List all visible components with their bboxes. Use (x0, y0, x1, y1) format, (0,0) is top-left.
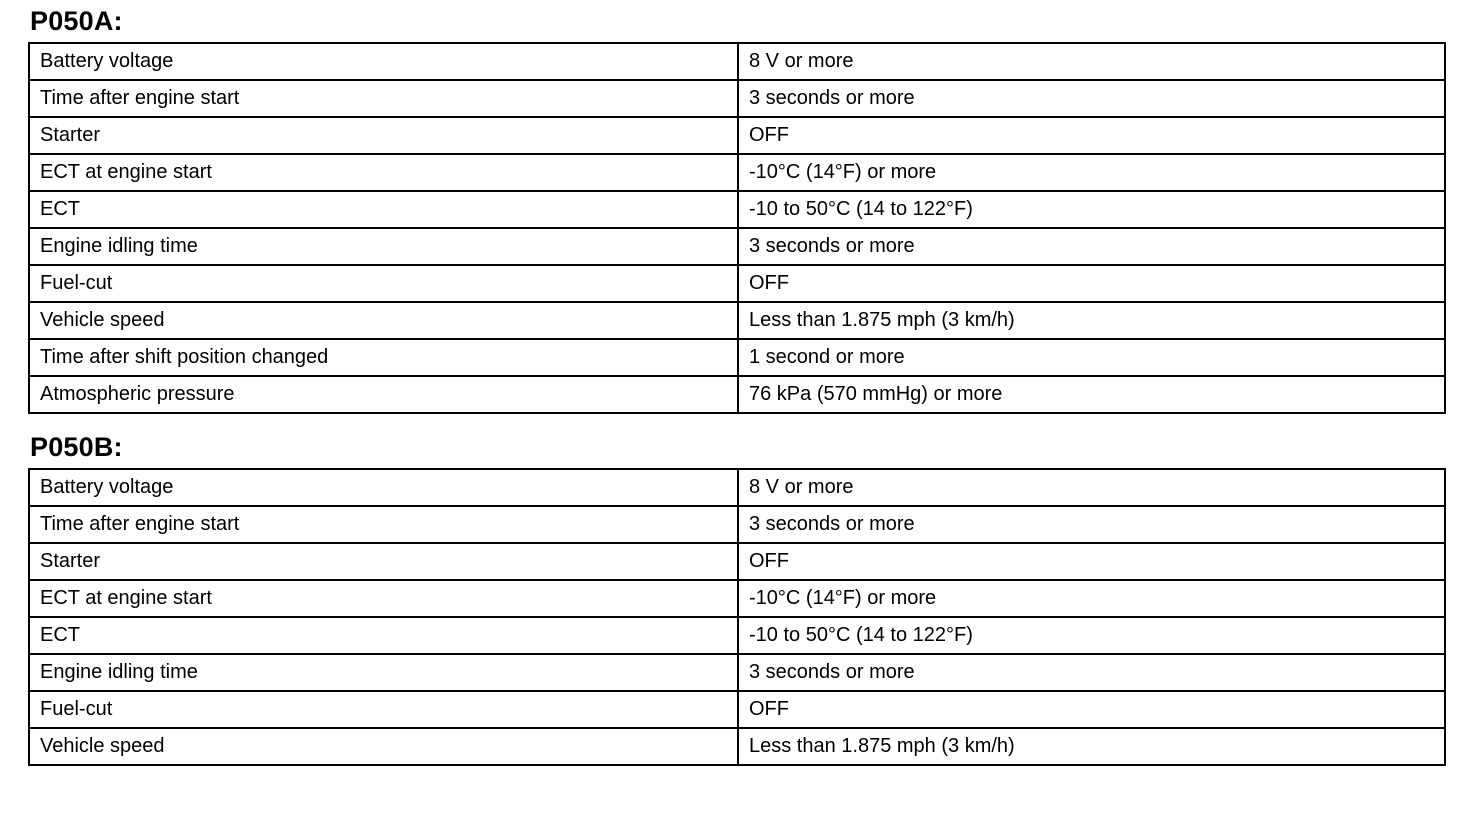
table-row (29, 80, 1445, 117)
conditions-table-p050b (28, 468, 1446, 766)
value-cell: Less than 1.875 mph (3 km/h) (738, 728, 1445, 765)
parameter-cell: Vehicle speed (29, 302, 738, 339)
parameter-cell: Starter (29, 117, 738, 154)
table-row (29, 728, 1445, 765)
table-row (29, 117, 1445, 154)
parameter-cell: Battery voltage (29, 469, 738, 506)
value-cell: OFF (738, 265, 1445, 302)
table-row (29, 265, 1445, 302)
table-row (29, 469, 1445, 506)
parameter-cell: Time after engine start (29, 80, 738, 117)
value-cell: 3 seconds or more (738, 654, 1445, 691)
parameter-cell: Atmospheric pressure (29, 376, 738, 413)
value-cell: -10 to 50°C (14 to 122°F) (738, 191, 1445, 228)
value-cell: -10°C (14°F) or more (738, 580, 1445, 617)
table-row (29, 691, 1445, 728)
parameter-cell: Engine idling time (29, 228, 738, 265)
table-row (29, 302, 1445, 339)
table-row (29, 228, 1445, 265)
parameter-cell: Fuel-cut (29, 265, 738, 302)
parameter-cell: ECT at engine start (29, 154, 738, 191)
value-cell: 8 V or more (738, 43, 1445, 80)
parameter-cell: Starter (29, 543, 738, 580)
value-cell: OFF (738, 691, 1445, 728)
table-row (29, 580, 1445, 617)
table-row (29, 617, 1445, 654)
table-row (29, 154, 1445, 191)
parameter-cell: Fuel-cut (29, 691, 738, 728)
parameter-cell: Engine idling time (29, 654, 738, 691)
parameter-cell: Battery voltage (29, 43, 738, 80)
section-title-p050b: P050B: (30, 432, 123, 462)
value-cell: Less than 1.875 mph (3 km/h) (738, 302, 1445, 339)
parameter-cell: ECT (29, 191, 738, 228)
document-page (28, 4, 1446, 766)
parameter-cell: Vehicle speed (29, 728, 738, 765)
value-cell: 76 kPa (570 mmHg) or more (738, 376, 1445, 413)
value-cell: 3 seconds or more (738, 228, 1445, 265)
table-row (29, 43, 1445, 80)
section-title-p050a: P050A: (30, 6, 123, 36)
parameter-cell: ECT at engine start (29, 580, 738, 617)
table-row (29, 654, 1445, 691)
conditions-table-p050a (28, 42, 1446, 414)
value-cell: 3 seconds or more (738, 506, 1445, 543)
value-cell: OFF (738, 543, 1445, 580)
table-row (29, 339, 1445, 376)
table-row (29, 376, 1445, 413)
table-row (29, 543, 1445, 580)
value-cell: OFF (738, 117, 1445, 154)
value-cell: 8 V or more (738, 469, 1445, 506)
parameter-cell: ECT (29, 617, 738, 654)
parameter-cell: Time after shift position changed (29, 339, 738, 376)
value-cell: -10°C (14°F) or more (738, 154, 1445, 191)
value-cell: 1 second or more (738, 339, 1445, 376)
parameter-cell: Time after engine start (29, 506, 738, 543)
value-cell: 3 seconds or more (738, 80, 1445, 117)
value-cell: -10 to 50°C (14 to 122°F) (738, 617, 1445, 654)
table-row (29, 506, 1445, 543)
table-row (29, 191, 1445, 228)
